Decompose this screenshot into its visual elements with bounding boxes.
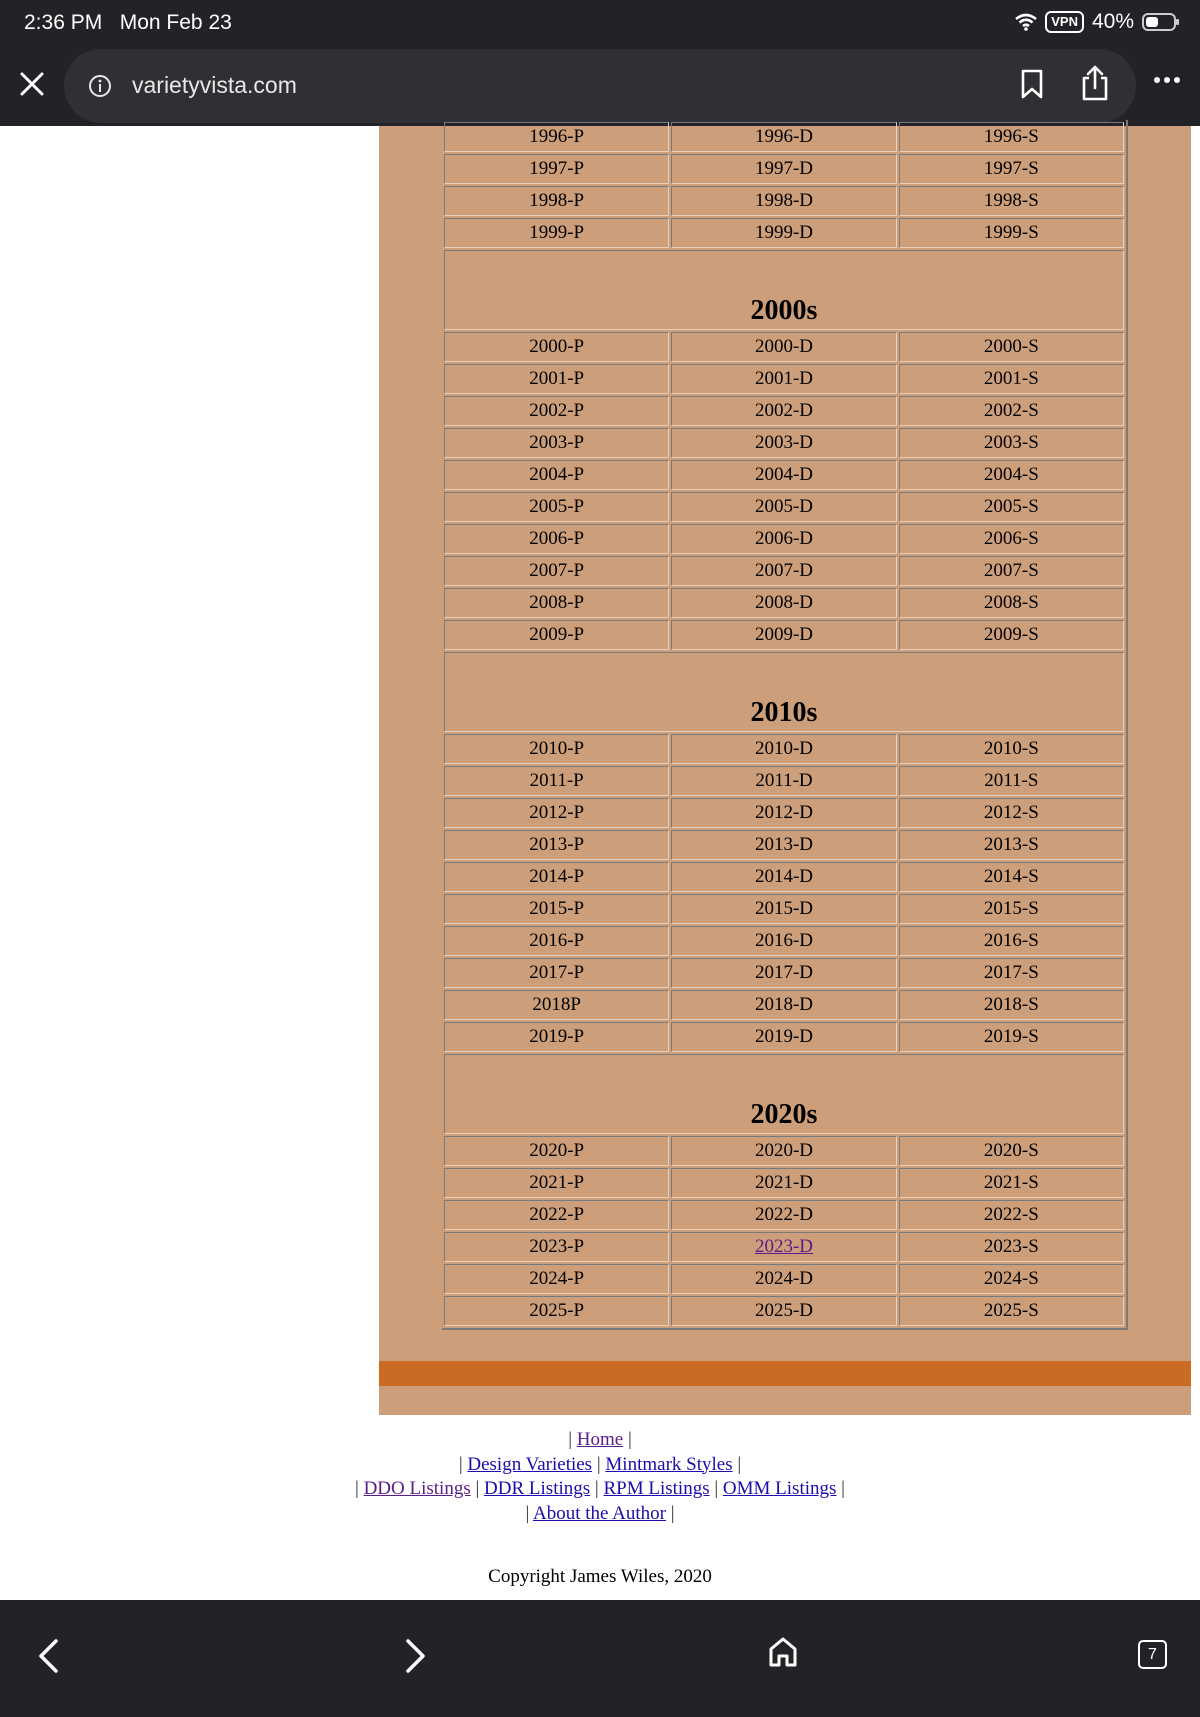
- table-row: [444, 428, 1124, 458]
- table-cell: 2025-P: [444, 1296, 669, 1326]
- table-cell: 2021-S: [899, 1168, 1124, 1198]
- footer-nav-line: | Home |: [568, 1429, 632, 1450]
- table-cell: 1999-P: [444, 218, 669, 248]
- footer-link-rpm-listings[interactable]: RPM Listings: [603, 1478, 710, 1499]
- table-cell: 2002-D: [671, 396, 896, 426]
- table-cell: 2022-P: [444, 1200, 669, 1230]
- table-cell: 2001-P: [444, 364, 669, 394]
- table-cell: 2011-D: [671, 766, 896, 796]
- clock-time: 2:36 PM: [24, 11, 103, 34]
- table-cell: 2000-S: [899, 332, 1124, 362]
- more-icon[interactable]: [1153, 76, 1181, 84]
- table-cell: 2024-P: [444, 1264, 669, 1294]
- footer-link-ddr-listings[interactable]: DDR Listings: [484, 1478, 591, 1499]
- coin-date-table: [442, 120, 1128, 1330]
- battery-icon: [1142, 13, 1176, 31]
- footer-navigation: [0, 1428, 1200, 1526]
- footer-link-home[interactable]: Home: [576, 1429, 624, 1450]
- footer-link-omm-listings[interactable]: OMM Listings: [722, 1478, 837, 1499]
- table-cell: 2019-D: [671, 1022, 896, 1052]
- table-row: [444, 122, 1124, 152]
- table-cell: 2004-S: [899, 460, 1124, 490]
- tabs-count: 7: [1148, 1645, 1157, 1663]
- decade-header-row: [444, 250, 1124, 330]
- table-row: [444, 364, 1124, 394]
- table-cell: 2018-S: [899, 990, 1124, 1020]
- table-cell: 2013-D: [671, 830, 896, 860]
- table-cell: 1997-S: [899, 154, 1124, 184]
- table-cell: 2025-S: [899, 1296, 1124, 1326]
- table-cell: 2006-D: [671, 524, 896, 554]
- table-cell: 2010-D: [671, 734, 896, 764]
- table-cell: 2022-D: [671, 1200, 896, 1230]
- table-cell: 2013-S: [899, 830, 1124, 860]
- close-button[interactable]: [14, 66, 50, 102]
- table-row: [444, 894, 1124, 924]
- table-row: [444, 396, 1124, 426]
- table-cell: 2015-S: [899, 894, 1124, 924]
- table-cell: 1996-S: [899, 122, 1124, 152]
- table-cell: 2014-D: [671, 862, 896, 892]
- table-row: [444, 460, 1124, 490]
- table-row: [444, 154, 1124, 184]
- decade-heading: 2010s: [444, 652, 1124, 732]
- table-row: [444, 798, 1124, 828]
- footer-nav-line: | About the Author |: [525, 1502, 675, 1524]
- table-cell: 2004-P: [444, 460, 669, 490]
- table-cell: 2005-S: [899, 492, 1124, 522]
- table-row: [444, 1296, 1124, 1326]
- status-indicators: [1015, 10, 1176, 34]
- table-cell: 2002-P: [444, 396, 669, 426]
- footer-nav-line: | Design Varieties | Mintmark Styles |: [458, 1453, 742, 1475]
- table-row: [444, 1200, 1124, 1230]
- table-cell: 2003-S: [899, 428, 1124, 458]
- tabs-icon[interactable]: [1138, 1640, 1167, 1669]
- table-row: [444, 1232, 1124, 1262]
- table-cell: 2021-D: [671, 1168, 896, 1198]
- battery-percent: 40%: [1091, 10, 1134, 33]
- table-cell: 1996-P: [444, 122, 669, 152]
- table-cell: 2008-P: [444, 588, 669, 618]
- address-bar[interactable]: [64, 49, 1136, 123]
- table-cell: 2003-P: [444, 428, 669, 458]
- table-cell: 1997-D: [671, 154, 896, 184]
- table-cell: 2015-P: [444, 894, 669, 924]
- table-row: [444, 556, 1124, 586]
- content-panel: [379, 126, 1191, 1415]
- table-row: [444, 926, 1124, 956]
- table-cell: 2000-P: [444, 332, 669, 362]
- table-row: [444, 186, 1124, 216]
- table-cell: 2007-S: [899, 556, 1124, 586]
- table-cell: 2011-P: [444, 766, 669, 796]
- table-cell: 2010-P: [444, 734, 669, 764]
- decade-header-row: [444, 1054, 1124, 1134]
- table-cell: 2020-D: [671, 1136, 896, 1166]
- info-icon[interactable]: [88, 74, 112, 98]
- footer-link-design-varieties[interactable]: Design Varieties: [467, 1453, 593, 1475]
- table-cell: 2007-D: [671, 556, 896, 586]
- decade-heading: 2020s: [444, 1054, 1124, 1134]
- table-cell: 2016-S: [899, 926, 1124, 956]
- browser-toolbar: [0, 46, 1200, 126]
- table-cell: 2018P: [444, 990, 669, 1020]
- footer-link-ddo-listings[interactable]: DDO Listings: [363, 1478, 471, 1499]
- table-cell: 2020-S: [899, 1136, 1124, 1166]
- table-cell: 2013-P: [444, 830, 669, 860]
- table-cell: 2014-S: [899, 862, 1124, 892]
- table-row: [444, 958, 1124, 988]
- table-row: [444, 1136, 1124, 1166]
- table-cell: 2002-S: [899, 396, 1124, 426]
- table-cell: 2010-S: [899, 734, 1124, 764]
- table-cell: 2008-D: [671, 588, 896, 618]
- table-cell: 1997-P: [444, 154, 669, 184]
- table-cell: 2023-S: [899, 1232, 1124, 1262]
- table-cell: 2001-S: [899, 364, 1124, 394]
- bookmark-icon[interactable]: [1020, 69, 1044, 99]
- table-row: [444, 1264, 1124, 1294]
- table-cell: 2009-S: [899, 620, 1124, 650]
- footer-link-about-the-author[interactable]: About the Author: [532, 1502, 666, 1524]
- table-cell: 2015-D: [671, 894, 896, 924]
- table-cell: 2011-S: [899, 766, 1124, 796]
- footer-link-mintmark-styles[interactable]: Mintmark Styles: [605, 1453, 733, 1475]
- status-time: [24, 11, 232, 35]
- wifi-icon: [1015, 13, 1037, 31]
- table-row: [444, 862, 1124, 892]
- table-cell: 2012-S: [899, 798, 1124, 828]
- table-row: [444, 588, 1124, 618]
- table-cell: 2021-P: [444, 1168, 669, 1198]
- coin-date-link[interactable]: 2023-D: [754, 1236, 814, 1257]
- table-cell: 2009-P: [444, 620, 669, 650]
- table-cell: 1998-S: [899, 186, 1124, 216]
- table-cell: 2012-P: [444, 798, 669, 828]
- table-cell: 2006-P: [444, 524, 669, 554]
- url-text[interactable]: varietyvista.com: [132, 72, 297, 98]
- table-cell: 1999-S: [899, 218, 1124, 248]
- table-cell: [671, 1232, 896, 1262]
- back-icon[interactable]: [36, 1638, 60, 1674]
- table-cell: 2008-S: [899, 588, 1124, 618]
- table-cell: 2018-D: [671, 990, 896, 1020]
- decade-heading: 2000s: [444, 250, 1124, 330]
- table-cell: 1998-D: [671, 186, 896, 216]
- clock-date: Mon Feb 23: [119, 11, 232, 34]
- table-row: [444, 990, 1124, 1020]
- forward-icon[interactable]: [404, 1638, 428, 1674]
- footer-nav-line: | DDO Listings | DDR Listings | RPM Listings | OMM Listings |: [355, 1478, 845, 1499]
- table-cell: 2009-D: [671, 620, 896, 650]
- table-cell: 2019-S: [899, 1022, 1124, 1052]
- table-row: [444, 1168, 1124, 1198]
- decade-header-row: [444, 652, 1124, 732]
- table-cell: 2007-P: [444, 556, 669, 586]
- table-row: [444, 830, 1124, 860]
- table-cell: 2012-D: [671, 798, 896, 828]
- table-cell: 2025-D: [671, 1296, 896, 1326]
- table-cell: 1996-D: [671, 122, 896, 152]
- table-cell: 2004-D: [671, 460, 896, 490]
- table-cell: 2024-S: [899, 1264, 1124, 1294]
- status-bar: [0, 0, 1200, 46]
- vpn-badge: VPN: [1045, 11, 1084, 33]
- table-cell: 2016-D: [671, 926, 896, 956]
- close-icon: [20, 72, 44, 96]
- table-row: [444, 524, 1124, 554]
- table-cell: 2019-P: [444, 1022, 669, 1052]
- table-row: [444, 332, 1124, 362]
- footer-divider-band: [379, 1361, 1191, 1386]
- table-cell: 2020-P: [444, 1136, 669, 1166]
- share-icon[interactable]: [1080, 65, 1110, 101]
- copyright-text: Copyright James Wiles, 2020: [488, 1566, 712, 1587]
- table-row: [444, 766, 1124, 796]
- table-cell: 2017-D: [671, 958, 896, 988]
- bottom-toolbar: [0, 1600, 1200, 1717]
- table-cell: 2014-P: [444, 862, 669, 892]
- table-cell: 2023-P: [444, 1232, 669, 1262]
- table-cell: 1998-P: [444, 186, 669, 216]
- table-cell: 2000-D: [671, 332, 896, 362]
- table-row: [444, 218, 1124, 248]
- table-cell: 2005-D: [671, 492, 896, 522]
- table-cell: 2005-P: [444, 492, 669, 522]
- table-cell: 2017-S: [899, 958, 1124, 988]
- table-cell: 2024-D: [671, 1264, 896, 1294]
- table-cell: 2016-P: [444, 926, 669, 956]
- table-row: [444, 1022, 1124, 1052]
- home-icon[interactable]: [768, 1636, 798, 1668]
- table-cell: 2006-S: [899, 524, 1124, 554]
- table-row: [444, 492, 1124, 522]
- table-cell: 2022-S: [899, 1200, 1124, 1230]
- table-row: [444, 620, 1124, 650]
- table-cell: 2003-D: [671, 428, 896, 458]
- table-cell: 2017-P: [444, 958, 669, 988]
- table-row: [444, 734, 1124, 764]
- table-cell: 1999-D: [671, 218, 896, 248]
- table-cell: 2001-D: [671, 364, 896, 394]
